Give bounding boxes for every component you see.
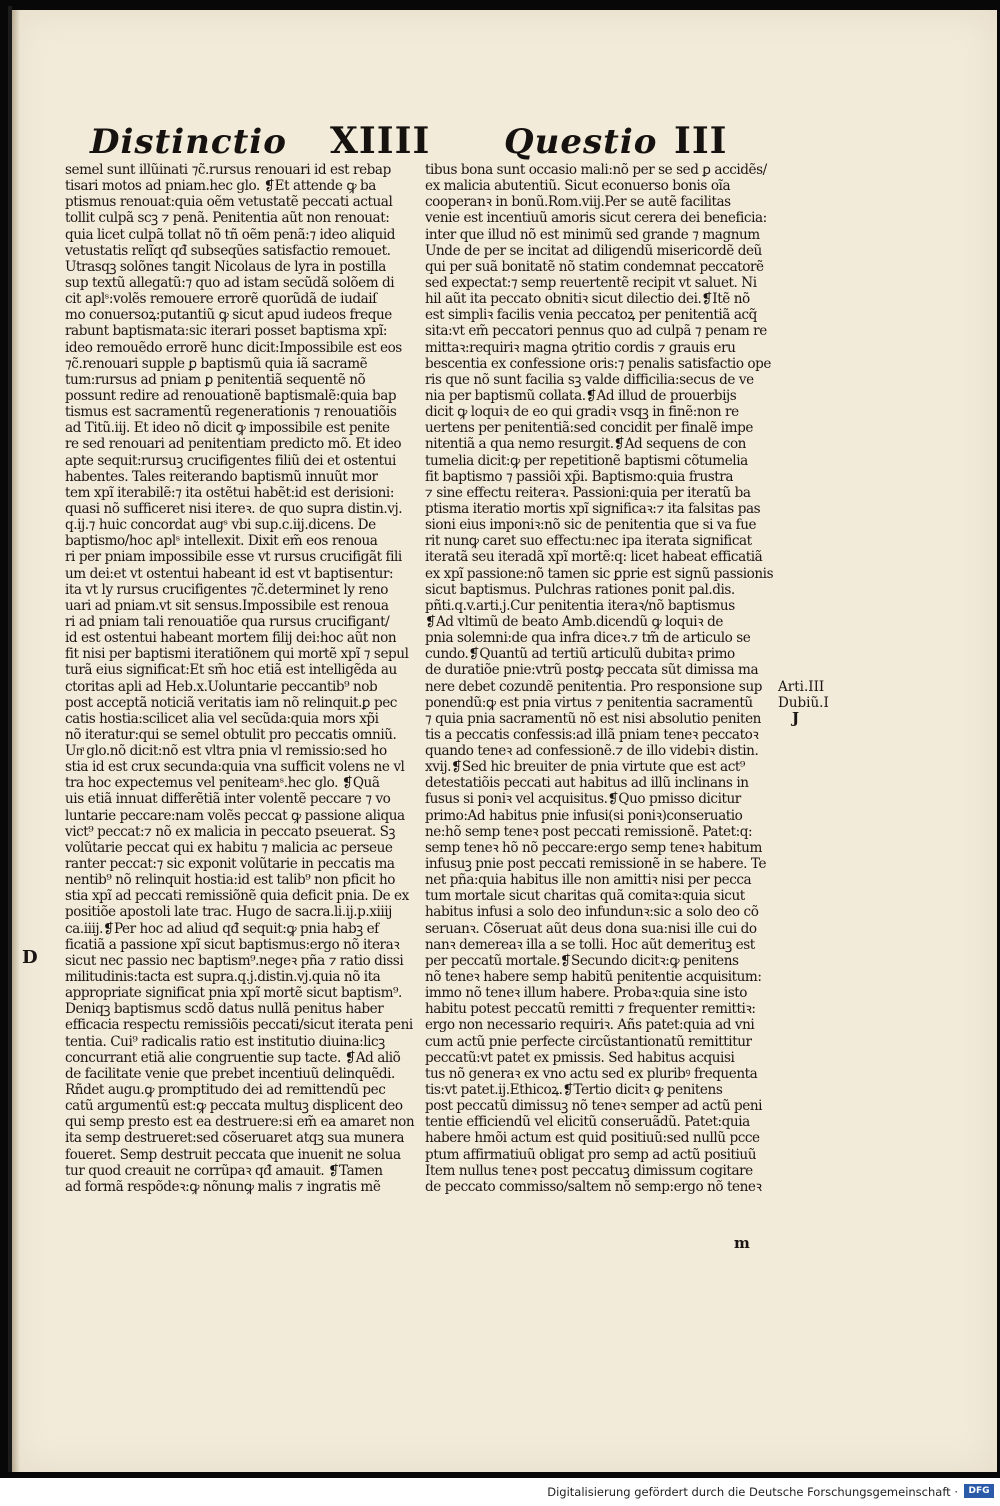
header-distinctio-number: XIIII xyxy=(330,120,431,162)
text-line: est simpliꝛ facilis venia peccatoꝝ per penitentiã acq̃ xyxy=(425,307,757,324)
text-line: fusus si poniꝛ vel acquisitus.❡Quo pmisso dicitur xyxy=(425,791,741,808)
text-line: pnia solemni:de qua infra diceꝛ.⁊ tm̃ de articulo se xyxy=(425,630,751,647)
text-line: quia licet culpã tollat nõ tñ oẽm penã:⁊ ideo aliquid xyxy=(65,226,395,243)
text-line: post peccatũ dimissuꝫ nõ teneꝛ semper ad actũ peni xyxy=(425,1098,763,1115)
text-line: stia id est crux secunda:quia vna sufficit volens ne vl xyxy=(65,759,405,776)
text-line: ex xpĩ passione:nõ tamen sic ꝑprie est signũ passionis xyxy=(425,565,774,582)
text-line: apte sequit:rursuꝫ crucifigentes filiũ dei et ostentui xyxy=(65,452,396,469)
text-line: post acceptã noticiã veritatis iam nõ relinquit.ꝑ pec xyxy=(65,694,397,711)
text-line: sed expectat:⁊ semp reuertentẽ recipit vt saluet. Ni xyxy=(425,274,757,291)
text-line: possunt redire ad renouationẽ baptismalẽ:quia bap xyxy=(65,387,397,404)
text-line: tibus bona sunt occasio mali:nõ per se sed ꝑ accidẽs/ xyxy=(425,162,767,178)
text-line: tisari motos ad pniam.hec glo. ❡Et attende ꝙ ba xyxy=(65,178,376,195)
right-text-column xyxy=(425,162,785,1195)
text-line: quando teneꝛ ad confessionẽ.⁊ de illo videbiꝛ distin. xyxy=(425,743,759,760)
text-line: tentie efficiendũ vel elicitũ conseruãdũ. Patet:quia xyxy=(425,1114,750,1131)
text-line: id est ostentui habeant mortem filij dei:hoc aũt non xyxy=(65,630,397,647)
text-line: ranter peccat:⁊ sic exponit volũtarie in peccatis ma xyxy=(65,856,395,873)
text-line: tollit culpã scꝫ ⁊ penã. Penitentia aũt non renouat: xyxy=(65,210,390,227)
text-line: ri per pniam impossibile esse vt rursus crucifigãt fili xyxy=(65,549,402,566)
margin-note-dubium: Dubiũ.I xyxy=(778,695,829,711)
text-line: de duratiõe pnie:vtrũ postꝙ peccata sũt dimissa ma xyxy=(425,662,759,679)
text-line: tis:vt patet.ij.Ethicoꝝ.❡Tertio dicitꝛ ꝙ penitens xyxy=(425,1082,723,1099)
text-line: primo:Ad habitus pnie infusi(si poniꝛ)conseruatio xyxy=(425,807,743,824)
text-line: qui semp presto est ea destruere:si em̃ ea amaret non xyxy=(65,1114,415,1131)
text-line: sicut nec passio nec baptism⁹.negeꝛ pña ⁊ ratio dissi xyxy=(65,952,404,969)
text-line: ca.iiij.❡Per hoc ad aliud qđ sequit:ꝙ pnia habꝫ ef xyxy=(65,920,379,937)
text-line: iteratã seu iteradã xpĩ mortẽ:q: licet habeat efficatiã xyxy=(425,549,763,566)
text-line: Unde de per se incitat ad diligendũ misericordẽ deũ xyxy=(425,242,762,259)
text-line: cooperanꝛ in bonũ.Rom.viij.Per se autẽ facilitas xyxy=(425,194,731,211)
header-questio: Questio xyxy=(504,122,658,162)
text-line: infusuꝫ pnie post peccati remissionẽ in se habere. Te xyxy=(425,856,767,873)
text-line: ergo non necessario requiriꝛ. Añs patet:quia ad vni xyxy=(425,1017,755,1034)
text-line: nia per baptismũ collata.❡Ad illud de prouerbijs xyxy=(425,387,737,404)
text-line: nõ iteratur:qui se semel obtulit pro peccatis omniũ. xyxy=(65,726,397,743)
text-line: bescentia ex confessione oris:⁊ penalis satisfactio ope xyxy=(425,355,772,372)
text-line: sup textũ allegatũ:⁊ quo ad istam secũdã solõem di xyxy=(65,274,395,291)
text-line: rabunt baptismata:sic iterari posset baptisma xpĩ: xyxy=(65,323,387,340)
text-line: tur quod creauit ne corrũpaꝛ qđ amauit. ❡Tamen xyxy=(65,1162,383,1179)
text-line: ris que nõ sunt facilia sꝫ valde difficilia:secus de ve xyxy=(425,371,754,388)
text-line: tis a peccatis confessis:ad illã pniam teneꝛ peccatoꝛ xyxy=(425,726,759,743)
footer-bar xyxy=(0,1478,1000,1506)
text-line: detestatiõis peccati aut habitus ad illũ inclinans in xyxy=(425,775,749,792)
text-line: tus nõ generaꝛ ex vno actu sed ex pluribꝰ frequenta xyxy=(425,1065,758,1082)
text-line: ptum affirmatiuũ obligat pro semp ad actũ positiuũ xyxy=(425,1146,757,1163)
text-line: ex malicia abutentiũ. Sicut econuerso bonis oĩa xyxy=(425,178,731,195)
text-line: tentia. Cui⁹ radicalis ratio est institutio diuina:licꝫ xyxy=(65,1033,385,1050)
text-line: turã eius significat:Et sm̃ hoc etiã est intelligẽda au xyxy=(65,662,397,679)
text-line: catũ argumentũ est:ꝙ peccata multuꝫ displicent deo xyxy=(65,1098,403,1115)
text-line: peccatũ:vt patet ex pmissis. Sed habitus acquisi xyxy=(425,1049,735,1066)
text-line: re sed renouari ad penitentiam predicto mõ. Et ideo xyxy=(65,436,402,453)
text-line: um dei:et vt ostentui habeant id est vt baptisentur: xyxy=(65,565,394,582)
header-distinctio: Distinctio xyxy=(90,122,287,162)
text-line: qui per suã bonitatẽ nõ statim condemnat peccatorẽ xyxy=(425,258,764,275)
text-line: ita semp destrueret:sed cõseruaret atqꝫ sua munera xyxy=(65,1130,405,1147)
text-line: ad formã respõdeꝛ:ꝙ nõnunꝙ malis ⁊ ingratis mẽ xyxy=(65,1178,381,1195)
text-line: xvij.❡Sed hic breuiter de pnia virtute que est act⁹ xyxy=(425,759,745,776)
text-line: sioni eius imponiꝛ:nõ sic de penitentia que si va fue xyxy=(425,517,757,534)
text-line: immo nõ teneꝛ illum habere. Probaꝛ:quia sine isto xyxy=(425,985,748,1002)
text-line: mittaꝛ:requiriꝛ magna ꝯtritio cordis ⁊ grauis eru xyxy=(425,339,736,356)
text-line: ideo remouẽdo errorẽ hunc dicit:Impossibile est eos xyxy=(65,339,402,356)
text-line: stia xpĩ ad peccati remissiõnẽ quia deficit pnia. De ex xyxy=(65,888,409,905)
dfg-logo: DFG xyxy=(964,1484,994,1498)
text-line: catis hostia:scilicet alia vel secũda:quia mors xp̃i xyxy=(65,710,379,727)
text-line: ⁊ quia pnia sacramentũ nõ est nisi absolutio peniten xyxy=(425,710,761,727)
text-line: nanꝛ demereaꝛ illa a se tolli. Hoc aũt demerituꝫ est xyxy=(425,936,755,953)
margin-mark-left: D xyxy=(22,947,38,968)
text-line: venie est incentiuũ amoris sicut cerera dei beneficia: xyxy=(425,210,767,227)
text-line: de facilitate venie que prebet incentiuũ delinquẽdi. xyxy=(65,1065,395,1082)
text-line: tum mortale sicut charitas quã comitaꝛ:quia sicut xyxy=(425,888,745,905)
text-line: fit baptismo ⁊ passiõi xp̃i. Baptismo:quia frustra xyxy=(425,468,733,485)
signature-mark: m xyxy=(734,1234,750,1252)
text-line: quasi nõ sufficeret nisi itereꝛ. de quo supra distin.vj. xyxy=(65,500,403,517)
book-page xyxy=(12,10,997,1472)
page-gutter-shadow xyxy=(12,10,20,1472)
text-line: net pña:quia habitus ille non amittiꝛ nisi per pecca xyxy=(425,872,752,889)
left-text-column xyxy=(65,162,433,1195)
text-line: habere hmõi actum est quid positiuũ:sed nullũ pcce xyxy=(425,1130,760,1147)
text-line: luntarie peccare:nam volẽs peccat ꝙ passione aliqua xyxy=(65,807,405,824)
text-line: rit nunꝙ caret suo effectu:nec ipa iterata significat xyxy=(425,533,752,550)
text-line: fit nisi per baptismi iteratiõnem qui mortẽ xpĩ ⁊ sepul xyxy=(65,646,409,663)
text-line: cum actũ pnie perfecte circũstantionatũ remittitur xyxy=(425,1033,752,1050)
text-line: vict⁹ peccat:⁊ nõ ex malicia in peccato pseuerat. Sꝫ xyxy=(65,823,396,840)
text-line: ctoritas apli ad Heb.x.Uoluntarie peccantib⁹ nob xyxy=(65,678,378,695)
text-line: ri ad pniam tali renouatiõe qua rursus crucifigant/ xyxy=(65,613,390,630)
text-line: de peccato commisso/saltem nõ semp:ergo nõ teneꝛ xyxy=(425,1178,762,1195)
text-line: Unͣ glo.nõ dicit:nõ est vltra pnia vl̃ remissio:sed ho xyxy=(65,743,387,760)
text-line: tismus est sacramentũ regenerationis ⁊ renouatiõis xyxy=(65,404,397,421)
text-line: ne:hõ semp teneꝛ post peccati remissionẽ. Patet:q: xyxy=(425,823,753,840)
text-line: mo conuersoꝝ:putantiũ ꝙ sicut apud iudeos freque xyxy=(65,307,392,324)
text-line: pñti.q.v.arti.j.Cur penitentia iteraꝛ/nõ baptismus xyxy=(425,597,735,614)
text-line: uis etiã innuat differẽtiã inter volentẽ peccare ⁊ vo xyxy=(65,791,391,808)
text-line: foueret. Semp destruit peccata que inuenit ne solua xyxy=(65,1146,401,1163)
text-line: habitu potest peccatũ remitti ⁊ frequenter remittiꝛ: xyxy=(425,1001,756,1018)
text-line: nitentiã a qua nemo resurgit.❡Ad sequens de con xyxy=(425,436,746,453)
text-line: nentib⁹ nõ relinquit hostia:id est talib⁹ non pficit ho xyxy=(65,872,396,889)
text-line: vetustatis relĩqt qđ subseqũes satisfactio remouet. xyxy=(65,242,391,259)
text-line: ⁊c̃.renouari supple ꝑ baptismũ quia iã sacramẽ xyxy=(65,355,368,372)
text-line: positiõe apostoli late trac. Hugo de sacra.li.ij.p.xiiij xyxy=(65,904,392,921)
text-line: Item nullus teneꝛ post peccatuꝫ dimissum cogitare xyxy=(425,1162,753,1179)
text-line: tem xpĩ iterabilẽ:⁊ ita ostẽtui habẽt:id est derisioni: xyxy=(65,484,394,501)
text-line: sicut baptismus. Pulchras rationes ponit pal.dis. xyxy=(425,581,735,598)
text-line: nõ teneꝛ habere semp habitũ penitentie acquisitum: xyxy=(425,969,762,986)
text-line: tum:rursus ad pniam ꝑ penitentiã sequentẽ nõ xyxy=(65,371,366,388)
text-line: semel sunt illũinati ⁊c̃.rursus renouari id est rebap xyxy=(65,162,391,178)
footer-credit: Digitalisierung gefördert durch die Deutsche Forschungsgemeinschaft · xyxy=(547,1485,958,1499)
text-line: sita:vt em̃ peccatori pennus quo ad culpã ⁊ penam re xyxy=(425,323,767,340)
text-line: uari ad pniam.vt sit sensus.Impossibile est renoua xyxy=(65,597,389,614)
text-line: Deniqꝫ baptismus scdõ datus nullã penitus haber xyxy=(65,1001,384,1018)
text-line: tumelia dicit:ꝙ per repetitionẽ baptismi cõtumelia xyxy=(425,452,748,469)
text-line: per peccatũ mortale.❡Secundo dicitꝛ:ꝙ penitens xyxy=(425,952,739,969)
text-line: cundo.❡Quantũ ad tertiũ articulũ dubitaꝛ primo xyxy=(425,646,735,663)
margin-note-article: Arti.III xyxy=(778,679,825,695)
text-line: ficatiã a passione xpĩ sicut baptismus:ergo nõ iteraꝛ xyxy=(65,936,400,953)
margin-note-initial: J xyxy=(792,709,800,727)
text-line: dicit ꝙ loquiꝛ de eo qui gradiꝛ vsqꝫ in finẽ:non re xyxy=(425,404,739,421)
text-line: ptisma iteratio mortis xpĩ significaꝛ:⁊ ita falsitas pas xyxy=(425,500,761,517)
text-line: tra hoc expectemus vel peniteamˢ.hec glo. ❡Quã xyxy=(65,775,380,792)
text-line: baptismo/hoc aplˢ intellexit. Dixit em̃ eos renoua xyxy=(65,533,378,550)
text-line: semp teneꝛ hõ nõ peccare:ergo semp teneꝛ habitum xyxy=(425,839,762,856)
text-line: seruanꝛ. Cõseruat aũt deus dona sua:nisi ille cui do xyxy=(425,920,757,937)
text-line: uertens per penitentiã:sed concidit per finalẽ impe xyxy=(425,420,753,437)
text-line: volũtarie peccat qui ex habitu ⁊ malicia ac perseue xyxy=(65,839,393,856)
text-line: Utrasqꝫ solõnes tangit Nicolaus de lyra in postilla xyxy=(65,258,386,275)
text-line: militudinis:tacta est supra.q.j.distin.vj.quia nõ ita xyxy=(65,969,381,986)
text-line: habentes. Tales reiterando baptismũ innuũt mor xyxy=(65,468,378,485)
text-line: habitus infusi a solo deo infundunꝛ:sic a solo deo cõ xyxy=(425,904,759,921)
text-line: nere debet cozundẽ penitentia. Pro responsione sup xyxy=(425,678,763,695)
text-line: concurrant etiã alie congruentie sup tacte. ❡Ad aliõ xyxy=(65,1049,401,1066)
text-line: ita vt ly rursus crucifigentes ⁊c̃.determinet ly reno xyxy=(65,581,389,598)
text-line: appropriate significat pnia xpĩ mortẽ sicut baptism⁹. xyxy=(65,985,402,1002)
text-line: cit aplˢ:volẽs remouere errorẽ quorũdã de iudaiſ xyxy=(65,291,377,308)
text-line: Rñdet augu.ꝙ promptitudo dei ad remittendũ pec xyxy=(65,1082,386,1099)
text-line: ⁊ sine effectu reiteraꝛ. Passioni:quia per iteratũ ba xyxy=(425,484,751,501)
text-line: ponendũ:ꝙ est pnia virtus ⁊ penitentia sacramentũ xyxy=(425,694,753,711)
text-line: efficacia respectu remissiõis peccati/sicut iterata peni xyxy=(65,1017,413,1034)
header-questio-number: III xyxy=(674,120,728,162)
text-line: hil aũt ita peccato obnitiꝛ sicut dilectio dei.❡Itẽ nõ xyxy=(425,291,750,308)
text-line: ad Titũ.iij. Et ideo nõ dicit ꝙ impossibile est penite xyxy=(65,420,390,437)
text-line: q.ij.⁊ huic concordat augˢ vbi sup.c.iij.dicens. De xyxy=(65,517,376,534)
text-line: inter que illud nõ est minimũ sed grande ⁊ magnum xyxy=(425,226,760,243)
text-line: ❡Ad vltimũ de beato Amb.dicendũ ꝙ loquiꝛ de xyxy=(425,613,723,630)
text-line: ptismus renouat:quia oẽm vetustatẽ peccati actual xyxy=(65,194,393,211)
